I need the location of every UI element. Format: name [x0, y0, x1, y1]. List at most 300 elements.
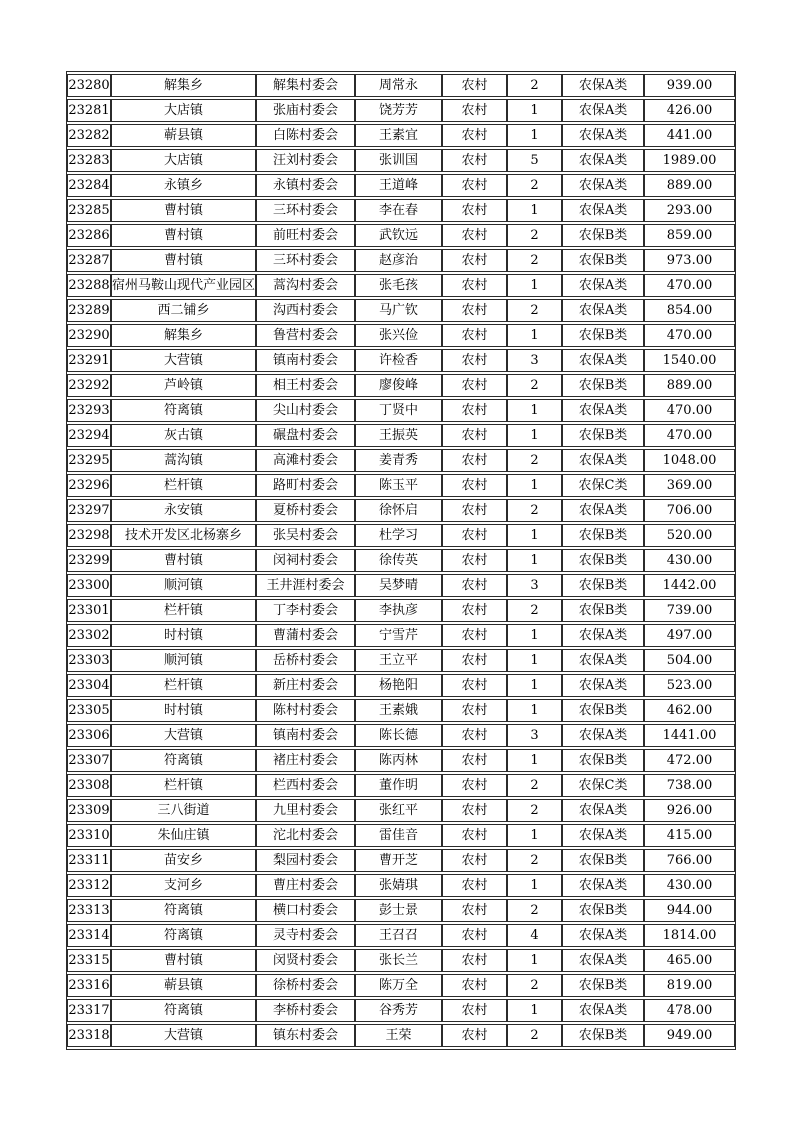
table-row: [67, 999, 735, 1022]
table-row: [67, 524, 735, 547]
cell-village_committee: 白陈村委会: [256, 124, 355, 147]
cell-insurance_category: 农保B类: [562, 249, 644, 272]
cell-village_committee: 鲁营村委会: [256, 324, 355, 347]
cell-village_committee: 李桥村委会: [256, 999, 355, 1022]
cell-amount_yuan: 1441.00: [644, 724, 735, 747]
cell-village_committee: 曹蒲村委会: [256, 624, 355, 647]
cell-town_or_district: 技术开发区北杨寨乡: [111, 524, 256, 547]
cell-member_count: 1: [507, 824, 562, 847]
cell-village_committee: 褚庄村委会: [256, 749, 355, 772]
cell-person_name: 陈丙林: [355, 749, 442, 772]
table-row: [67, 549, 735, 572]
cell-member_count: 2: [507, 499, 562, 522]
cell-serial_number: 23303: [67, 649, 111, 672]
cell-household_type: 农村: [442, 99, 507, 122]
cell-household_type: 农村: [442, 424, 507, 447]
cell-amount_yuan: 738.00: [644, 774, 735, 797]
cell-amount_yuan: 1989.00: [644, 149, 735, 172]
cell-insurance_category: 农保A类: [562, 674, 644, 697]
cell-serial_number: 23286: [67, 224, 111, 247]
cell-serial_number: 23301: [67, 599, 111, 622]
cell-serial_number: 23289: [67, 299, 111, 322]
cell-insurance_category: 农保A类: [562, 299, 644, 322]
cell-person_name: 张兴俭: [355, 324, 442, 347]
cell-village_committee: 相王村委会: [256, 374, 355, 397]
cell-person_name: 陈长德: [355, 724, 442, 747]
cell-member_count: 1: [507, 749, 562, 772]
cell-serial_number: 23304: [67, 674, 111, 697]
cell-person_name: 谷秀芳: [355, 999, 442, 1022]
cell-member_count: 2: [507, 1024, 562, 1047]
table-row: [67, 274, 735, 297]
cell-amount_yuan: 293.00: [644, 199, 735, 222]
table-row: [67, 74, 735, 97]
cell-village_committee: 灵寺村委会: [256, 924, 355, 947]
cell-household_type: 农村: [442, 299, 507, 322]
cell-village_committee: 前旺村委会: [256, 224, 355, 247]
cell-household_type: 农村: [442, 74, 507, 97]
cell-town_or_district: 曹村镇: [111, 949, 256, 972]
cell-person_name: 徐传英: [355, 549, 442, 572]
cell-amount_yuan: 470.00: [644, 424, 735, 447]
cell-person_name: 陈万全: [355, 974, 442, 997]
table-row: [67, 149, 735, 172]
table-row: [67, 449, 735, 472]
cell-household_type: 农村: [442, 499, 507, 522]
cell-member_count: 1: [507, 274, 562, 297]
cell-household_type: 农村: [442, 849, 507, 872]
table-row: [67, 424, 735, 447]
cell-member_count: 2: [507, 774, 562, 797]
table-row: [67, 724, 735, 747]
cell-serial_number: 23300: [67, 574, 111, 597]
cell-amount_yuan: 497.00: [644, 624, 735, 647]
cell-town_or_district: 曹村镇: [111, 224, 256, 247]
cell-village_committee: 镇东村委会: [256, 1024, 355, 1047]
cell-amount_yuan: 1442.00: [644, 574, 735, 597]
cell-person_name: 王道峰: [355, 174, 442, 197]
cell-insurance_category: 农保A类: [562, 349, 644, 372]
cell-village_committee: 镇南村委会: [256, 724, 355, 747]
cell-amount_yuan: 441.00: [644, 124, 735, 147]
cell-person_name: 王素娥: [355, 699, 442, 722]
cell-member_count: 1: [507, 874, 562, 897]
cell-person_name: 王振英: [355, 424, 442, 447]
cell-serial_number: 23296: [67, 474, 111, 497]
cell-serial_number: 23293: [67, 399, 111, 422]
cell-amount_yuan: 415.00: [644, 824, 735, 847]
cell-household_type: 农村: [442, 874, 507, 897]
cell-insurance_category: 农保A类: [562, 624, 644, 647]
cell-insurance_category: 农保A类: [562, 449, 644, 472]
cell-household_type: 农村: [442, 249, 507, 272]
cell-town_or_district: 大店镇: [111, 149, 256, 172]
cell-amount_yuan: 426.00: [644, 99, 735, 122]
table-row: [67, 99, 735, 122]
cell-member_count: 1: [507, 324, 562, 347]
cell-serial_number: 23307: [67, 749, 111, 772]
cell-serial_number: 23282: [67, 124, 111, 147]
document-page: [66, 71, 736, 1050]
cell-member_count: 2: [507, 74, 562, 97]
cell-amount_yuan: 854.00: [644, 299, 735, 322]
cell-village_committee: 沟西村委会: [256, 299, 355, 322]
cell-amount_yuan: 470.00: [644, 324, 735, 347]
cell-insurance_category: 农保B类: [562, 324, 644, 347]
cell-insurance_category: 农保A类: [562, 399, 644, 422]
cell-household_type: 农村: [442, 474, 507, 497]
cell-member_count: 1: [507, 624, 562, 647]
cell-town_or_district: 符离镇: [111, 999, 256, 1022]
cell-town_or_district: 朱仙庄镇: [111, 824, 256, 847]
cell-town_or_district: 符离镇: [111, 749, 256, 772]
cell-household_type: 农村: [442, 274, 507, 297]
cell-insurance_category: 农保B类: [562, 1024, 644, 1047]
cell-person_name: 张婧琪: [355, 874, 442, 897]
cell-person_name: 李执彦: [355, 599, 442, 622]
cell-village_committee: 永镇村委会: [256, 174, 355, 197]
cell-village_committee: 徐桥村委会: [256, 974, 355, 997]
cell-member_count: 2: [507, 974, 562, 997]
cell-person_name: 武钦远: [355, 224, 442, 247]
cell-insurance_category: 农保A类: [562, 174, 644, 197]
cell-member_count: 1: [507, 124, 562, 147]
cell-member_count: 3: [507, 724, 562, 747]
cell-person_name: 王召召: [355, 924, 442, 947]
cell-village_committee: 新庄村委会: [256, 674, 355, 697]
cell-amount_yuan: 766.00: [644, 849, 735, 872]
cell-insurance_category: 农保C类: [562, 474, 644, 497]
table-row: [67, 649, 735, 672]
cell-town_or_district: 时村镇: [111, 624, 256, 647]
cell-member_count: 2: [507, 174, 562, 197]
cell-insurance_category: 农保A类: [562, 924, 644, 947]
table-row: [67, 574, 735, 597]
cell-insurance_category: 农保A类: [562, 124, 644, 147]
cell-town_or_district: 永镇乡: [111, 174, 256, 197]
cell-insurance_category: 农保A类: [562, 949, 644, 972]
cell-amount_yuan: 889.00: [644, 374, 735, 397]
cell-member_count: 1: [507, 99, 562, 122]
cell-amount_yuan: 523.00: [644, 674, 735, 697]
cell-insurance_category: 农保B类: [562, 849, 644, 872]
cell-member_count: 2: [507, 799, 562, 822]
table-body: [67, 74, 735, 1047]
cell-amount_yuan: 1048.00: [644, 449, 735, 472]
cell-serial_number: 23316: [67, 974, 111, 997]
cell-village_committee: 汪刘村委会: [256, 149, 355, 172]
cell-household_type: 农村: [442, 749, 507, 772]
cell-serial_number: 23281: [67, 99, 111, 122]
table-row: [67, 799, 735, 822]
cell-town_or_district: 支河乡: [111, 874, 256, 897]
cell-household_type: 农村: [442, 724, 507, 747]
cell-amount_yuan: 944.00: [644, 899, 735, 922]
cell-person_name: 王素宜: [355, 124, 442, 147]
cell-village_committee: 张吴村委会: [256, 524, 355, 547]
cell-amount_yuan: 889.00: [644, 174, 735, 197]
cell-village_committee: 岳桥村委会: [256, 649, 355, 672]
cell-town_or_district: 大营镇: [111, 349, 256, 372]
cell-insurance_category: 农保B类: [562, 599, 644, 622]
cell-member_count: 3: [507, 574, 562, 597]
cell-insurance_category: 农保B类: [562, 524, 644, 547]
cell-insurance_category: 农保B类: [562, 974, 644, 997]
cell-household_type: 农村: [442, 174, 507, 197]
table-row: [67, 499, 735, 522]
cell-amount_yuan: 939.00: [644, 74, 735, 97]
table-row: [67, 699, 735, 722]
cell-town_or_district: 芦岭镇: [111, 374, 256, 397]
cell-town_or_district: 曹村镇: [111, 549, 256, 572]
cell-amount_yuan: 430.00: [644, 549, 735, 572]
cell-town_or_district: 符离镇: [111, 924, 256, 947]
cell-insurance_category: 农保B类: [562, 699, 644, 722]
cell-village_committee: 三环村委会: [256, 199, 355, 222]
cell-town_or_district: 永安镇: [111, 499, 256, 522]
cell-member_count: 1: [507, 949, 562, 972]
cell-amount_yuan: 504.00: [644, 649, 735, 672]
table-row: [67, 824, 735, 847]
cell-amount_yuan: 973.00: [644, 249, 735, 272]
cell-person_name: 董作明: [355, 774, 442, 797]
cell-member_count: 2: [507, 224, 562, 247]
cell-village_committee: 蒿沟村委会: [256, 274, 355, 297]
cell-serial_number: 23314: [67, 924, 111, 947]
cell-serial_number: 23310: [67, 824, 111, 847]
cell-serial_number: 23308: [67, 774, 111, 797]
cell-town_or_district: 苗安乡: [111, 849, 256, 872]
cell-town_or_district: 大营镇: [111, 724, 256, 747]
cell-town_or_district: 西二铺乡: [111, 299, 256, 322]
cell-household_type: 农村: [442, 999, 507, 1022]
cell-serial_number: 23291: [67, 349, 111, 372]
cell-amount_yuan: 1540.00: [644, 349, 735, 372]
cell-town_or_district: 时村镇: [111, 699, 256, 722]
cell-household_type: 农村: [442, 974, 507, 997]
cell-person_name: 丁贤中: [355, 399, 442, 422]
cell-household_type: 农村: [442, 799, 507, 822]
cell-amount_yuan: 859.00: [644, 224, 735, 247]
cell-town_or_district: 符离镇: [111, 399, 256, 422]
table-row: [67, 224, 735, 247]
cell-town_or_district: 曹村镇: [111, 199, 256, 222]
table-row: [67, 199, 735, 222]
cell-household_type: 农村: [442, 199, 507, 222]
cell-person_name: 雷佳音: [355, 824, 442, 847]
cell-member_count: 1: [507, 474, 562, 497]
cell-person_name: 杜学习: [355, 524, 442, 547]
cell-person_name: 张长兰: [355, 949, 442, 972]
cell-village_committee: 碾盘村委会: [256, 424, 355, 447]
cell-town_or_district: 栏杆镇: [111, 774, 256, 797]
cell-amount_yuan: 470.00: [644, 274, 735, 297]
table-row: [67, 874, 735, 897]
cell-household_type: 农村: [442, 1024, 507, 1047]
cell-village_committee: 闵祠村委会: [256, 549, 355, 572]
cell-amount_yuan: 369.00: [644, 474, 735, 497]
cell-serial_number: 23298: [67, 524, 111, 547]
table-row: [67, 249, 735, 272]
cell-town_or_district: 顺河镇: [111, 649, 256, 672]
cell-town_or_district: 解集乡: [111, 324, 256, 347]
cell-amount_yuan: 520.00: [644, 524, 735, 547]
cell-amount_yuan: 470.00: [644, 399, 735, 422]
cell-serial_number: 23299: [67, 549, 111, 572]
table-row: [67, 399, 735, 422]
cell-insurance_category: 农保A类: [562, 199, 644, 222]
cell-person_name: 许检香: [355, 349, 442, 372]
cell-person_name: 王荣: [355, 1024, 442, 1047]
cell-serial_number: 23295: [67, 449, 111, 472]
cell-insurance_category: 农保A类: [562, 74, 644, 97]
cell-household_type: 农村: [442, 349, 507, 372]
cell-insurance_category: 农保B类: [562, 424, 644, 447]
cell-serial_number: 23290: [67, 324, 111, 347]
cell-member_count: 3: [507, 349, 562, 372]
cell-person_name: 陈玉平: [355, 474, 442, 497]
cell-town_or_district: 解集乡: [111, 74, 256, 97]
cell-village_committee: 高滩村委会: [256, 449, 355, 472]
table-row: [67, 899, 735, 922]
cell-amount_yuan: 465.00: [644, 949, 735, 972]
cell-member_count: 1: [507, 699, 562, 722]
cell-member_count: 5: [507, 149, 562, 172]
cell-household_type: 农村: [442, 824, 507, 847]
cell-village_committee: 横口村委会: [256, 899, 355, 922]
cell-amount_yuan: 926.00: [644, 799, 735, 822]
cell-person_name: 周常永: [355, 74, 442, 97]
cell-amount_yuan: 430.00: [644, 874, 735, 897]
cell-insurance_category: 农保A类: [562, 99, 644, 122]
cell-member_count: 4: [507, 924, 562, 947]
cell-town_or_district: 大营镇: [111, 1024, 256, 1047]
cell-serial_number: 23311: [67, 849, 111, 872]
table-row: [67, 849, 735, 872]
table-row: [67, 1024, 735, 1047]
cell-village_committee: 九里村委会: [256, 799, 355, 822]
cell-town_or_district: 蕲县镇: [111, 124, 256, 147]
cell-member_count: 1: [507, 399, 562, 422]
cell-village_committee: 夏桥村委会: [256, 499, 355, 522]
cell-household_type: 农村: [442, 574, 507, 597]
table-row: [67, 374, 735, 397]
cell-household_type: 农村: [442, 224, 507, 247]
cell-member_count: 2: [507, 249, 562, 272]
cell-household_type: 农村: [442, 699, 507, 722]
cell-village_committee: 王井涯村委会: [256, 574, 355, 597]
cell-village_committee: 梨园村委会: [256, 849, 355, 872]
cell-serial_number: 23285: [67, 199, 111, 222]
cell-member_count: 2: [507, 374, 562, 397]
cell-amount_yuan: 819.00: [644, 974, 735, 997]
cell-serial_number: 23309: [67, 799, 111, 822]
cell-person_name: 姜青秀: [355, 449, 442, 472]
cell-household_type: 农村: [442, 124, 507, 147]
cell-village_committee: 栏西村委会: [256, 774, 355, 797]
cell-person_name: 彭士景: [355, 899, 442, 922]
cell-household_type: 农村: [442, 924, 507, 947]
cell-person_name: 赵彦治: [355, 249, 442, 272]
cell-person_name: 马广钦: [355, 299, 442, 322]
cell-serial_number: 23313: [67, 899, 111, 922]
cell-member_count: 2: [507, 599, 562, 622]
table-row: [67, 749, 735, 772]
table-row: [67, 299, 735, 322]
cell-household_type: 农村: [442, 599, 507, 622]
cell-insurance_category: 农保A类: [562, 999, 644, 1022]
cell-serial_number: 23315: [67, 949, 111, 972]
cell-amount_yuan: 706.00: [644, 499, 735, 522]
cell-member_count: 2: [507, 299, 562, 322]
cell-amount_yuan: 1814.00: [644, 924, 735, 947]
cell-household_type: 农村: [442, 899, 507, 922]
cell-person_name: 李在春: [355, 199, 442, 222]
cell-town_or_district: 栏杆镇: [111, 674, 256, 697]
cell-town_or_district: 大店镇: [111, 99, 256, 122]
cell-household_type: 农村: [442, 149, 507, 172]
cell-serial_number: 23306: [67, 724, 111, 747]
cell-person_name: 吴梦晴: [355, 574, 442, 597]
cell-amount_yuan: 462.00: [644, 699, 735, 722]
cell-person_name: 王立平: [355, 649, 442, 672]
cell-village_committee: 路町村委会: [256, 474, 355, 497]
cell-insurance_category: 农保B类: [562, 549, 644, 572]
cell-amount_yuan: 472.00: [644, 749, 735, 772]
cell-insurance_category: 农保C类: [562, 774, 644, 797]
cell-insurance_category: 农保A类: [562, 824, 644, 847]
cell-insurance_category: 农保B类: [562, 899, 644, 922]
insurance-record-table: [66, 71, 736, 1050]
cell-amount_yuan: 739.00: [644, 599, 735, 622]
cell-household_type: 农村: [442, 774, 507, 797]
cell-person_name: 张毛孩: [355, 274, 442, 297]
cell-insurance_category: 农保B类: [562, 574, 644, 597]
cell-town_or_district: 灰古镇: [111, 424, 256, 447]
cell-household_type: 农村: [442, 624, 507, 647]
cell-amount_yuan: 949.00: [644, 1024, 735, 1047]
cell-village_committee: 沱北村委会: [256, 824, 355, 847]
cell-village_committee: 张庙村委会: [256, 99, 355, 122]
cell-town_or_district: 蒿沟镇: [111, 449, 256, 472]
cell-serial_number: 23294: [67, 424, 111, 447]
table-row: [67, 924, 735, 947]
cell-serial_number: 23302: [67, 624, 111, 647]
table-row: [67, 124, 735, 147]
cell-person_name: 张训国: [355, 149, 442, 172]
cell-insurance_category: 农保A类: [562, 274, 644, 297]
cell-person_name: 张红平: [355, 799, 442, 822]
cell-person_name: 徐怀启: [355, 499, 442, 522]
cell-member_count: 1: [507, 549, 562, 572]
table-row: [67, 674, 735, 697]
cell-member_count: 2: [507, 449, 562, 472]
cell-insurance_category: 农保A类: [562, 799, 644, 822]
cell-serial_number: 23280: [67, 74, 111, 97]
cell-town_or_district: 曹村镇: [111, 249, 256, 272]
table-row: [67, 474, 735, 497]
cell-town_or_district: 三八街道: [111, 799, 256, 822]
cell-village_committee: 曹庄村委会: [256, 874, 355, 897]
table-row: [67, 949, 735, 972]
cell-village_committee: 丁李村委会: [256, 599, 355, 622]
cell-town_or_district: 栏杆镇: [111, 474, 256, 497]
cell-person_name: 廖俊峰: [355, 374, 442, 397]
cell-household_type: 农村: [442, 324, 507, 347]
cell-person_name: 宁雪芹: [355, 624, 442, 647]
table-row: [67, 349, 735, 372]
cell-insurance_category: 农保A类: [562, 724, 644, 747]
